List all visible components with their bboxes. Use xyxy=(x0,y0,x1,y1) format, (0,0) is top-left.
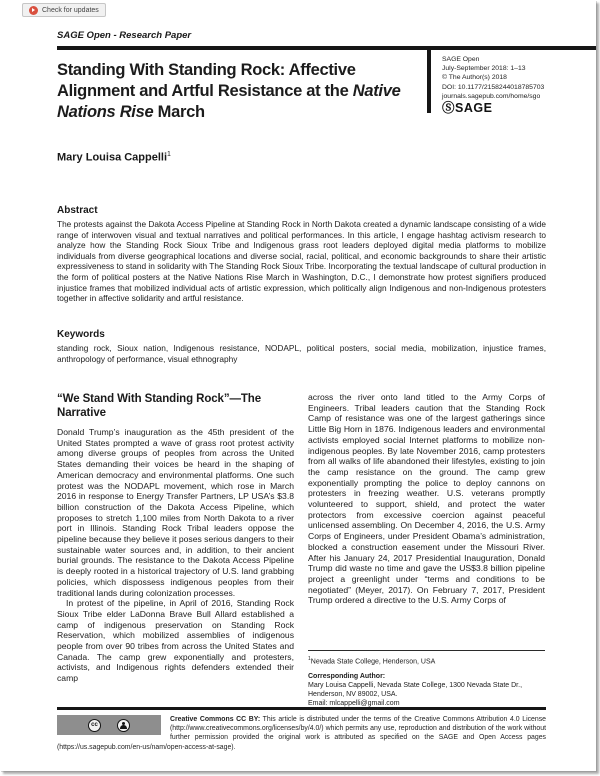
license-footer xyxy=(57,707,546,752)
license-body-text: This article is distributed under the terms of the Creative Commons Attribution 4.0 License (http://www.creativecommons.org/licenses/by/4.0/) which permits any use, reproduction and distribution of the work without further permission provided the original work is attributed as specified on the SAGE and Open Access pages (https://us.sagepub.com/en-us/nam/open-access-at-sage). xyxy=(57,716,546,751)
running-head: SAGE Open - Research Paper xyxy=(57,30,192,41)
keywords-heading: Keywords xyxy=(57,329,105,340)
corresponding-author-text: Mary Louisa Cappelli, Nevada State College, 1300 Nevada State Dr., Henderson, NV 89002, USA. xyxy=(308,682,523,698)
corresponding-author-label: Corresponding Author: xyxy=(308,673,386,680)
title-tail-text: March xyxy=(153,103,205,121)
body-column-right xyxy=(308,392,545,708)
person-body-shape xyxy=(120,725,127,730)
abstract-heading: Abstract xyxy=(57,205,98,216)
article-title xyxy=(57,60,433,123)
keywords-section xyxy=(57,329,546,364)
body-column-left xyxy=(57,392,294,704)
affiliation-text: Nevada State College, Henderson, USA xyxy=(310,658,436,665)
section-heading: “We Stand With Standing Rock”—The Narrative xyxy=(57,393,262,419)
body-paragraph: Donald Trump’s inauguration as the 45th president of the United States prompted a wave of grass root protest activity among diverse groups of peoples from across the United States demanding their voices be heard in the shaping of American democracy and environmental platforms. One such protest was the NODAPL movement, which rose in March 2016 in response to Energy Transfer Partners, LP USA’s $3.8 billion construction of the Dakota Access Pipeline, which proposes to stretch 1,100 miles from North Dakota to a river port in Illinois. Standing Rock Tribal leaders oppose the pipeline because they believe it poses serious dangers to their sustainable water sources and, in addition, to their ancient burial grounds. The resistance to the Dakota Access Pipeline is deeply rooted in a historical trajectory of U.S. land grabbing policies, which dispossess indigenous peoples from their traditional lands during colonization processes. xyxy=(57,427,294,598)
cc-icon: cc xyxy=(88,719,101,732)
body-paragraph: across the river onto land titled to the Army Corps of Engineers. Tribal leaders caution that the Standing Rock Camp of resistance was one of the largest gatherings since Little Big Horn in 1876. Indigenous leaders and environmental activists employed social Internet platforms to mobilize non-indigenous peoples. By late November 2016, camp protesters from all walks of life abandoned their lifestyles, existing to join the camp resistance on the ground. The camp grew exponentially prompting the police to deploy cannons on protesters in freezing weather. U.S. veterans promptly volunteered to support, shield, and protect the water protectors from excessive coercion against peaceful unlicensed assembling. On December 4, 2016, the U.S. Army Corps of Engineers, under President Obama’s administration, blocked a construction easement under the Missouri River. After his January 24, 2017 Presidential Inauguration, Donald Trump did waste no time and gave the US$3.8 billion pipeline project a greenlight under “terms and conditions to be negotiated” (Meyer, 2017). On February 7, 2017, President Trump ordered a directive to the U.S. Army Corps of xyxy=(308,392,545,606)
affiliation-mark: 1 xyxy=(308,655,311,662)
journal-copyright: © The Author(s) 2018 xyxy=(442,74,507,82)
author-affiliation-mark: 1 xyxy=(167,151,171,158)
abstract-text: The protests against the Dakota Access Pipeline at Standing Rock in North Dakota created a dynamic landscape consisting of a wide range of interwoven visual and textual narratives and political performances. In this article, I engage hashtag activism research to analyze how the Standing Rock Sioux Tribe and Indigenous grass root leaders deployed digital media platforms to mobilize individuals from diverse geographical locations and diverse social, racial, political, and economic backgrounds to share their artistic expressiveness to stand in solidarity with The Standing Rock Sioux Tribe. Incorporating the textual landscape of cultural production in the form of political posters at the Native Nations Rise March in Washington, D.C., I demonstrate how protest signifiers produced injustice frames that mobilized individual acts of artistic expression, which politically align Indigenous and non-Indigenous protesters together in affective solidarity and artful resistance. xyxy=(57,219,546,304)
journal-info-block xyxy=(427,50,547,116)
journal-name: SAGE Open xyxy=(442,56,480,63)
author-name-text: Mary Louisa Cappelli xyxy=(57,151,168,164)
crossmark-icon xyxy=(29,6,38,15)
author-name xyxy=(57,151,171,164)
title-text: Standing With Standing Rock: Affective Alignment and Artful Resistance at the xyxy=(57,61,356,100)
journal-url-link[interactable]: journals.sagepub.com/home/sgo xyxy=(442,92,541,100)
check-for-updates-badge[interactable] xyxy=(22,3,106,17)
keywords-text: standing rock, Sioux nation, Indigenous resistance, NODAPL, political posters, social media, mobilization, injustice frames, anthropology of performance, visual ethnography xyxy=(57,343,546,364)
journal-doi[interactable]: DOI: 10.1177/2158244018785703 xyxy=(442,83,545,91)
affiliation-line xyxy=(308,655,545,666)
license-lead-text: Creative Commons CC BY: xyxy=(170,716,261,723)
abstract-section xyxy=(57,205,546,304)
sage-logo: ⓈSAGE xyxy=(442,101,493,116)
footnote-block xyxy=(308,650,545,708)
check-for-updates-label: Check for updates xyxy=(42,6,99,14)
body-paragraph: In protest of the pipeline, in April of 2016, Standing Rock Sioux Tribe elder LaDonna Brave Bull Allard established a camp of indigenous preservation on Standing Rock Reservation, which mobilized assemblies of indigenous people from over 90 tribes from across the United States and Canada. The camp grew exponentially and protesters, activists, and Indigenous rights defenders extended their camp xyxy=(57,598,294,684)
corresponding-author-email[interactable]: Email: mlcappelli@gmail.com xyxy=(308,700,400,707)
journal-issue: July-September 2018: 1–13 xyxy=(442,65,526,73)
cc-by-badge xyxy=(57,715,161,735)
title-italic-text: Native Nations Rise xyxy=(57,82,401,121)
cc-by-person-icon xyxy=(117,719,130,732)
